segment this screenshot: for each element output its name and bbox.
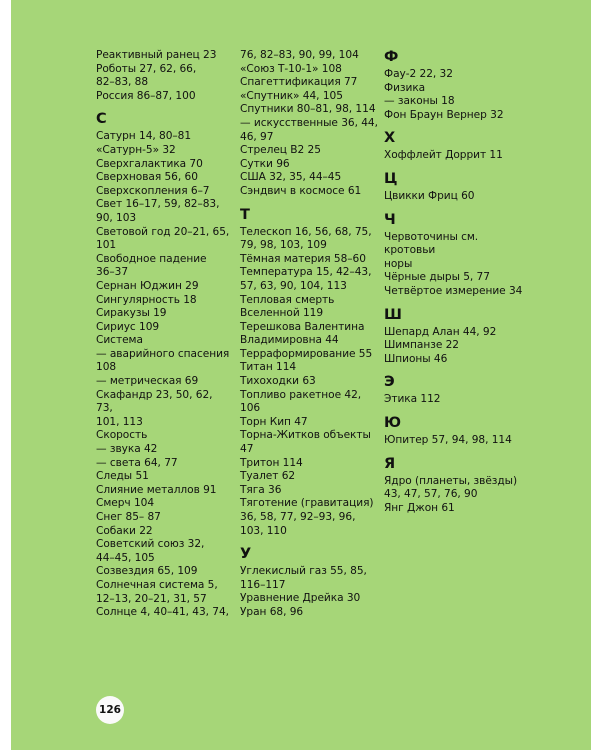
index-entry: Роботы 27, 62, 66,	[96, 62, 197, 75]
index-entry: — искусственные 36, 44,	[240, 116, 378, 129]
index-entry: Владимировна 44	[240, 334, 339, 347]
index-entry: Терраформирование 55	[240, 347, 373, 360]
index-entry: Червоточины см. кротовьи	[384, 230, 479, 257]
index-entry: Температура 15, 42–43,	[240, 266, 372, 279]
index-entry: Торна-Житков объекты 47	[240, 429, 371, 456]
index-entry: Сатурн 14, 80–81	[96, 130, 192, 143]
index-entry: Этика 112	[384, 393, 441, 406]
index-entry: Фон Браун Вернер 32	[384, 108, 504, 121]
index-entry: Тяготение (гравитация)	[240, 497, 374, 510]
index-entry: Углекислый газ 55, 85,	[240, 565, 367, 578]
index-entry: Телескоп 16, 56, 68, 75,	[240, 225, 372, 238]
index-entry: Четвёртое измерение 34	[384, 284, 523, 297]
index-entry: Фау-2 22, 32	[384, 68, 453, 80]
index-entry: Туалет 62	[240, 470, 296, 483]
index-column-3	[384, 49, 524, 515]
index-entry: Скафандр 23, 50, 62, 73,	[96, 388, 213, 415]
index-entry: 76, 82–83, 90, 99, 104	[240, 49, 359, 61]
index-section-letter: Э	[384, 374, 395, 391]
index-entry: 79, 98, 103, 109	[240, 239, 327, 252]
index-entry: 101, 113	[96, 415, 143, 428]
index-entry: Спутники 80–81, 98, 114	[240, 103, 376, 116]
index-entry: Стрелец В2 25	[240, 144, 321, 157]
index-section-letter: Ф	[384, 49, 399, 65]
index-section-letter: Ш	[384, 306, 402, 323]
index-entry: Уравнение Дрейка 30	[240, 592, 361, 605]
index-entry: Хоффлейт Доррит 11	[384, 149, 503, 162]
index-section-letter: У	[240, 546, 252, 563]
index-entry: Советский союз 32,	[96, 538, 205, 551]
index-entry: Янг Джон 61	[384, 501, 455, 514]
index-entry: Сернан Юджин 29	[96, 279, 199, 292]
index-entry: Сириус 109	[96, 320, 160, 333]
index-entry: 108	[96, 361, 117, 374]
index-section-letter: Я	[384, 455, 396, 472]
index-entry: 44–45, 105	[96, 551, 155, 564]
index-entry: Сверхгалактика 70	[96, 157, 203, 170]
index-entry: — звука 42	[96, 443, 158, 456]
index-entry: Слияние металлов 91	[96, 483, 217, 496]
index-entry: Россия 86–87, 100	[96, 89, 196, 102]
index-entry: 57, 63, 90, 104, 113	[240, 279, 347, 292]
index-section-letter: Ц	[384, 170, 398, 187]
index-entry: Реактивный ранец 23	[96, 49, 217, 61]
index-column-2	[240, 49, 378, 620]
index-entry: Уран 68, 96	[240, 605, 304, 618]
index-entry: Скорость	[96, 429, 148, 442]
index-entry: — метрическая 69	[96, 375, 199, 388]
index-entry: 12–13, 20–21, 31, 57	[96, 592, 207, 605]
index-entry: Топливо ракетное 42, 106	[240, 388, 362, 415]
index-entry: Тритон 114	[240, 456, 303, 469]
index-entry: Смерч 104	[96, 497, 155, 510]
index-entry: Тепловая смерть	[240, 293, 335, 306]
index-entry: 36, 58, 77, 92–93, 96,	[240, 511, 356, 523]
index-entry: 46, 97	[240, 130, 274, 143]
index-entry: Солнце 4, 40–41, 43, 74,	[96, 606, 230, 619]
index-entry: Ядро (планеты, звёзды)	[384, 474, 518, 487]
index-column-1	[96, 49, 231, 620]
index-entry: Снег 85– 87	[96, 511, 161, 523]
index-entry: Шпионы 46	[384, 352, 448, 365]
index-entry: Юпитер 57, 94, 98, 114	[384, 433, 512, 446]
index-section-letter: Ю	[384, 414, 401, 431]
index-entry: Тихоходки 63	[240, 375, 316, 388]
index-entry: Сверхскопления 6–7	[96, 184, 210, 197]
index-entry: 116–117	[240, 578, 286, 591]
index-entry: «Спутник» 44, 105	[240, 89, 343, 102]
index-entry: — аварийного спасения	[96, 347, 230, 360]
index-entry: — законы 18	[384, 95, 455, 108]
index-entry: 43, 47, 57, 76, 90	[384, 488, 478, 501]
index-entry: Вселенной 119	[240, 307, 324, 320]
index-entry: Собаки 22	[96, 524, 153, 537]
index-entry: 103, 110	[240, 524, 287, 537]
index-entry: норы	[384, 257, 413, 270]
index-section-letter: Т	[240, 206, 250, 223]
index-entry: Торн Кип 47	[240, 415, 308, 428]
index-entry: Сиракузы 19	[96, 307, 167, 320]
index-entry: 36–37	[96, 266, 129, 279]
page-number-badge: 126	[96, 696, 124, 724]
index-entry: США 32, 35, 44–45	[240, 171, 342, 184]
index-entry: Солнечная система 5,	[96, 578, 218, 591]
index-entry: Следы 51	[96, 470, 149, 483]
index-entry: Цвикки Фриц 60	[384, 189, 475, 202]
index-entry: Свет 16–17, 59, 82–83,	[96, 198, 220, 211]
index-entry: 82–83, 88	[96, 76, 149, 89]
index-entry: Шимпанзе 22	[384, 339, 459, 352]
index-entry: Тяга 36	[240, 483, 282, 496]
index-entry: Сэндвич в космосе 61	[240, 184, 362, 197]
index-entry: — света 64, 77	[96, 456, 178, 469]
index-entry: Титан 114	[240, 361, 297, 374]
index-entry: Сутки 96	[240, 157, 290, 170]
index-entry: «Сатурн-5» 32	[96, 143, 176, 156]
index-section-letter: Х	[384, 130, 396, 147]
index-entry: «Союз Т-10-1» 108	[240, 62, 342, 75]
index-entry: 90, 103	[96, 211, 137, 224]
index-entry: Спагеттификация 77	[240, 76, 358, 89]
index-entry: Световой год 20–21, 65,	[96, 225, 230, 238]
index-section-letter: С	[96, 111, 107, 128]
index-entry: Созвездия 65, 109	[96, 565, 198, 578]
index-entry: Система	[96, 334, 143, 347]
index-entry: 101	[96, 239, 117, 252]
index-entry: Чёрные дыры 5, 77	[384, 271, 490, 284]
index-section-letter: Ч	[384, 211, 396, 228]
index-entry: Сверхновая 56, 60	[96, 171, 198, 184]
index-entry: Терешкова Валентина	[240, 320, 365, 333]
index-entry: Тёмная материя 58–60	[240, 252, 366, 265]
index-entry: Физика	[384, 81, 426, 94]
index-entry: Сингулярность 18	[96, 293, 197, 306]
index-entry: Свободное падение	[96, 252, 207, 265]
index-entry: Шепард Алан 44, 92	[384, 325, 497, 338]
